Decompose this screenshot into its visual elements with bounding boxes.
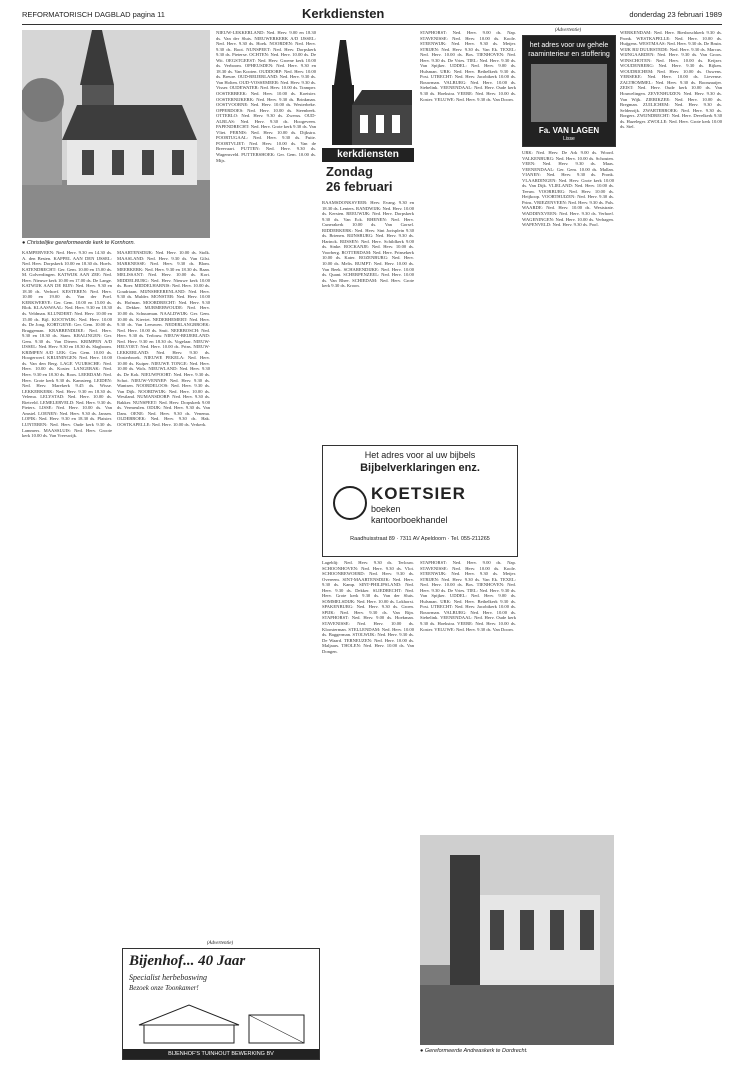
column-5 bbox=[420, 30, 516, 440]
photo-caption-dordrecht: ● Gereformeerde Andreaskerk te Dordrecht. bbox=[420, 1048, 528, 1054]
kerkdiensten-banner: kerkdiensten bbox=[322, 148, 414, 162]
ad-koetsier-address: Raadhuisstraat 89 · 7311 AV Apeldoorn · Tel. 055-211265 bbox=[350, 536, 490, 542]
zondag-label: Zondag bbox=[326, 164, 373, 179]
column-text: Lageblij: Ned. Herv. 9.30 ds. Terlouw. SCHOONHOVEN: Ned. Herv. 9.30 ds. Vlot. SCHOONREWOERD: Ned. Herv. 9.30 ds. Overeem. SINT-MAARTENSDIJK: Ned. Herv. 9.30 ds. Kamp. SINT-PHILIPSLAND: Ned. Herv. 9.30 ds. Dekker. SLIEDRECHT: Ned. Herv. Grote kerk 9.30 ds. Van der Sluis. SOMMELSDIJK: Ned. Herv. 10.00 ds. Lokhorst. SPAKENBURG: Ned. Herv. 9.30 ds. Groen. SPIJK: Ned. Herv. 9.30 ds. Van Rijn. STAPHORST: Ned. Herv. 9.00 ds. Hoekman. STAVENISSE: Ned. Herv. 10.00 ds. Kloosterman. STELLENDAM: Ned. Herv. 10.00 ds. Baggerman. STOLWIJK: Ned. Herv. 9.30 ds. De Waard. TERNEUZEN: Ned. Herv. 10.00 ds. Maljaars. THOLEN: Ned. Herv. 10.00 ds. Van Dongen. bbox=[322, 560, 414, 654]
ad-koetsier bbox=[322, 445, 518, 557]
column-text: RAAMSDONKSVEER: Herv. Evang. 9.30 en 18.30 ds. Lenters. RANDWIJK: Ned. Herv. 10.00 ds. Kersten. REEUWIJK: Ned. Herv. Dorpskerk 9.30 ds. Van Eck. RHENEN: Ned. Herv. Cunerakerk 10.00 ds. Van Gorsel. RIDDERKERK: Ned. Herv. Sint Jorisplein 9.30 ds. Brienen. RIJNSBURG: Ned. Herv. 9.30 ds. Harinck. RIJSSEN: Ned. Herv. Schildkerk 9.00 ds. Sinke. ROCKANJE: Ned. Herv. 10.00 ds. Voorberg. ROTTERDAM: Ned. Herv. Prinsekerk 10.00 ds. Kater. ROZENBURG: Ned. Herv. 10.00 ds. Melis. RUMPT: Ned. Herv. 10.00 ds. Van Beek. SCHARENDIJKE: Ned. Herv. 10.00 ds. Quant. SCHERPENZEEL: Ned. Herv. 10.00 ds. Van Rhee. SCHIEDAM: Ned. Herv. Grote kerk 9.30 ds. Kroon. bbox=[322, 200, 414, 289]
ad-bijenhof bbox=[122, 948, 320, 1060]
photo-caption-kornhorn: ● Christelijke gereformeerde kerk te Kornhorn. bbox=[22, 240, 136, 246]
ad-koetsier-line1: Het adres voor al uw bijbels bbox=[364, 450, 476, 460]
page-header bbox=[22, 4, 722, 25]
column-text: KAMPERVEEN: Ned. Herv. 9.30 en 14.30 ds. A. den Besten. KAPPEL AAN DEN IJSSEL: Ned. Herv. Dorpskerk 10.00 en 18.30 ds. Hoefs. KATENDRECHT: Ger. Gem. 10.00 en 15.00 ds. M. Golverdingen. KATWIJK AAN ZEE: Ned. Herv. Nieuwe kerk 10.00 en 17.00 ds. De Lange. KATWIJK AAN DE RIJN: Ned. Herv. 9.30 en 18.30 ds. Verhoef. KESTEREN: Ned. Herv. 10.00 en 19.00 ds. Van der Poel. KERKWERVE: Ger. Gem. 10.00 en 15.00 ds. Blok. KLAASWAAL: Ned. Herv. 9.30 en 18.30 ds. Veldman. KLUNDERT: Ned. Herv. 10.00 en 15.00 ds. Bijl. KOOTWIJK: Ned. Herv. 10.00 ds. De Jong. KORTGENE: Ger. Gem. 10.00 ds. Bruggeman. KRABBENDIJKE: Ned. Herv. 9.30 en 18.30 ds. Stam. KRALINGEN: Ger. Gem. 9.30 ds. Van Dieren. KRIMPEN A/D IJSSEL: Ned. Herv. 9.30 en 18.30 ds. Slagboom. KRIMPEN A/D LEK: Ger. Gem. 10.00 ds. Hoogerwerf. KRUININGEN: Ned. Herv. 10.00 ds. Van den Berg. LAGE VUURSCHE: Ned. Herv. 10.00 ds. Koster. LANGERAK: Ned. Herv. 9.30 en 18.30 ds. Roos. LEERDAM: Ned. Herv. Grote kerk 9.30 ds. Kamsteeg. LEIDEN: Ned. Herv. Marekerk 9.45 ds. Wisse. LEKKERKERK: Ned. Herv. 9.30 en 18.30 ds. Velema. LELYSTAD: Ned. Herv. 10.00 ds. Rietveld. LEMELERVELD: Ned. Herv. 9.30 ds. Pieters. LISSE: Ned. Herv. 10.00 ds. Van Amstel. LOENEN: Ned. Herv. 9.30 ds. Jansen. LOPIK: Ned. Herv. 9.30 en 18.30 ds. Plaisier. LUNTEREN: Ned. Herv. Oude kerk 9.30 ds. Lammers. MAASSLUIS: Ned. Herv. Groote kerk 10.00 ds. Van Vreeswijk. bbox=[22, 250, 112, 439]
column-text: WERKENDAM: Ned. Herv. Biesboschkerk 9.30 ds. Pronk. WESTKAPELLE: Ned. Herv. 10.00 ds. Huijgens. WESTMAAS: Ned. Herv. 9.30 ds. De Bruin. WIJK BIJ DUURSTEDE: Ned. Herv. 9.30 ds. Marcus. WIJNGAARDEN: Ned. Herv. 9.30 ds. Van Groos. WINSCHOTEN: Ned. Herv. 10.00 ds. Keijzer. WOUDENBERG: Ned. Herv. 9.30 ds. Rijken. WOUDRICHEM: Ned. Herv. 10.00 ds. Ouwens. YERSEKE: Ned. Herv. 10.00 ds. Lievense. ZALTBOMMEL: Ned. Herv. 9.30 ds. Boonzaaijer. ZEIST: Ned. Herv. Oude kerk 10.00 ds. Van Houwelingen. ZEVENHUIZEN: Ned. Herv. 9.30 ds. Van Wijk. ZIERIKZEE: Ned. Herv. 10.00 ds. Bregman. ZUILICHEM: Ned. Herv. 9.30 ds. Seldenrijk. ZWARTEBROEK: Ned. Herv. 9.30 ds. Borgers. ZWIJNDRECHT: Ned. Herv. Develkerk 9.30 ds. Hazeleger. ZWOLLE: Ned. Herv. Grote kerk 10.00 ds. Stel. bbox=[620, 30, 722, 130]
ad-koetsier-sub2: kantoorboekhandel bbox=[371, 515, 448, 525]
ad-vanlagen-brand: Fa. VAN LAGEN bbox=[538, 126, 600, 135]
ad-vanlagen-line1: het adres voor uw gehele bbox=[529, 42, 609, 49]
zondag-kerkdiensten-box bbox=[322, 30, 414, 195]
column-text: MAARTENSDIJK: Ned. Herv. 10.00 ds. Stolk. MAASLAND: Ned. Herv. 9.30 ds. Van Gilst. MARKNESSE: Ned. Herv. 9.30 ds. Blom. MEERKERK: Ned. Herv. 9.30 en 18.30 ds. Baan. MELISSANT: Ned. Herv. 10.00 ds. Kort. MIDDELBURG: Ned. Herv. Nieuwe kerk 10.00 ds. Boer. MIDDELHARNIS: Ned. Herv. 10.00 ds. Goudriaan. MIJNSHEERENLAND: Ned. Herv. 9.30 ds. Mulder. MONSTER: Ned. Herv. 10.00 ds. Hofman. MOORDRECHT: Ned. Herv. 9.30 ds. Dekker. MURMERWOUDE: Ned. Herv. 10.00 ds. Schuurman. NAALDWIJK: Ger. Gem. 10.00 ds. Kieviet. NEDERHEMERT: Ned. Herv. 9.30 ds. Van Leeuwen. NEDERLANGBROEK: Ned. Herv. 10.00 ds. Smit. NEERBOSCH: Ned. Herv. 9.30 ds. Terlouw. NIEUW-BEIJERLAND: Ned. Herv. 9.30 en 18.30 ds. Vogelaar. NIEUW-HELVOET: Ned. Herv. 10.00 ds. Prins. NIEUW-LEKKERLAND: Ned. Herv. 9.30 ds. Oosterbroek. NIEUWE PEKELA: Ned. Herv. 10.00 ds. Kuiper. NIEUWE TONGE: Ned. Herv. 10.00 ds. Wols. NIEUWLAND: Ned. Herv. 9.30 ds. De Kok. NIEUWPOORT: Ned. Herv. 9.30 ds. Schot. NIEUW-VENNEP: Ned. Herv. 9.30 ds. Wantsen. NOORDELOOS: Ned. Herv. 9.30 ds. Van Dijk. NOORDWIJK: Ned. Herv. 10.00 ds. Westland. NUMANSDORP: Ned. Herv. 9.30 ds. Bakker. NUNSPEET: Ned. Herv. Dorpskerk 9.00 ds. Vermeulen. ODIJK: Ned. Herv. 9.30 ds. Van Dam. OENE: Ned. Herv. 9.30 ds. Venema. OLDEBROEK: Ned. Herv. 9.30 ds. Hak. OOSTKAPELLE: Ned. Herv. 10.00 ds. Verkerk. bbox=[117, 250, 210, 427]
ad-label-bijenhof: (Advertentie) bbox=[206, 941, 234, 946]
column-7 bbox=[620, 30, 722, 1030]
ad-label-vanlagen: (Advertentie) bbox=[554, 28, 582, 33]
ad-vanlagen bbox=[522, 35, 616, 147]
ad-koetsier-brand: KOETSIER bbox=[371, 484, 466, 503]
column-text: URK: Ned. Herv. De Ark 9.00 ds. Woord. VALKENBURG: Ned. Herv. 10.00 ds. Schouten. VEEN: Ned. Herv. 9.30 ds. Maas. VEENENDAAL: Ger. Gem. 10.00 ds. Mallan. VIANEN: Ned. Herv. 9.30 ds. Pronk. VLAARDINGEN: Ned. Herv. Grote kerk 10.00 ds. Van Dijk. VLIELAND: Ned. Herv. 10.00 ds. Teeuw. VOORBURG: Ned. Herv. 10.00 ds. Heijkoop. VOORTHUIZEN: Ned. Herv. 9.30 ds. Prins. VRIEZENVEEN: Ned. Herv. 9.30 ds. Pals. WAARDE: Ned. Herv. 10.00 ds. Weststrate. WADDINXVEEN: Ned. Herv. 9.30 ds. Verhoef. WAGENINGEN: Ned. Herv. 10.00 ds. Verhagen. WAPENVELD: Ned. Herv. 9.30 ds. Pool. bbox=[522, 150, 614, 228]
church-photo-dordrecht bbox=[420, 835, 614, 1045]
column-3 bbox=[216, 30, 316, 938]
ad-vanlagen-photo bbox=[531, 64, 607, 122]
church-illustration bbox=[22, 30, 210, 238]
column-4b bbox=[322, 560, 414, 1030]
ad-koetsier-sub1: boeken bbox=[371, 504, 401, 514]
column-text: STAPHORST: Ned. Herv. 9.00 ds. Nap. STAVENISSE: Ned. Herv. 10.00 ds. Koole. STEENWIJK: Ned. Herv. 9.30 ds. Meijer. STRIJEN: Ned. Herv. 9.30 ds. Van Ek. TEXEL: Ned. Herv. 10.00 ds. Bos. TIENHOVEN: Ned. Herv. 9.30 ds. De Vries. TIEL: Ned. Herv. 9.30 ds. Van Spijker. UDDEL: Ned. Herv. 9.00 ds. Hulsman. URK: Ned. Herv. Bethelkerk 9.30 ds. Post. UTRECHT: Ned. Herv. Jacobikerk 10.00 ds. Bouwman. VALBURG: Ned. Herv. 10.00 ds. Siebelink. VEENENDAAL: Ned. Herv. Oude kerk 9.30 ds. Hoekstra. VEERE: Ned. Herv. 10.00 ds. Koster. VELUWE: Ned. Herv. 9.30 ds. Van Doorn. bbox=[420, 560, 516, 632]
koetsier-logo-icon bbox=[333, 486, 367, 520]
newspaper-page-label: REFORMATORISCH DAGBLAD pagina 11 bbox=[22, 10, 165, 19]
church-logo bbox=[322, 30, 414, 150]
column-1 bbox=[22, 250, 112, 938]
issue-date: donderdag 23 februari 1989 bbox=[629, 10, 722, 19]
zondag-date: 26 februari bbox=[326, 179, 393, 194]
ad-bijenhof-sub: Specialist herbeboswing bbox=[129, 973, 207, 982]
ad-vanlagen-line2: raaminterieur en stoffering bbox=[528, 51, 610, 58]
ad-koetsier-line2: Bijbelverklaringen enz. bbox=[360, 462, 480, 474]
ad-bijenhof-title: Bijenhof... 40 Jaar bbox=[129, 953, 246, 969]
column-6 bbox=[522, 150, 614, 938]
church-photo-kornhorn bbox=[22, 30, 210, 238]
section-title: Kerkdiensten bbox=[302, 6, 385, 21]
column-2 bbox=[117, 250, 210, 938]
column-4 bbox=[322, 200, 414, 440]
andreaskerk-illustration bbox=[420, 835, 614, 1045]
ad-bijenhof-footer: BIJENHOF'S TUINHOUT BEWERKING BV bbox=[123, 1049, 319, 1059]
ad-vanlagen-sub: Lisse bbox=[563, 136, 575, 142]
ad-bijenhof-illustration bbox=[129, 995, 313, 1045]
ad-bijenhof-tag: Bezoek onze Toonkamer! bbox=[129, 984, 199, 992]
column-text: STAPHORST: Ned. Herv. 9.00 ds. Nap. STAVENISSE: Ned. Herv. 10.00 ds. Koole. STEENWIJK: Ned. Herv. 9.30 ds. Meijer. STRIJEN: Ned. Herv. 9.30 ds. Van Ek. TEXEL: Ned. Herv. 10.00 ds. Bos. TIENHOVEN: Ned. Herv. 9.30 ds. De Vries. TIEL: Ned. Herv. 9.30 ds. Van Spijker. UDDEL: Ned. Herv. 9.00 ds. Hulsman. URK: Ned. Herv. Bethelkerk 9.30 ds. Post. UTRECHT: Ned. Herv. Jacobikerk 10.00 ds. Bouwman. VALBURG: Ned. Herv. 10.00 ds. Siebelink. VEENENDAAL: Ned. Herv. Oude kerk 9.30 ds. Hoekstra. VEERE: Ned. Herv. 10.00 ds. Koster. VELUWE: Ned. Herv. 9.30 ds. Van Doorn. bbox=[420, 30, 516, 102]
column-text: NIEUW-LEKKERLAND: Ned. Herv. 9.00 en 18.30 ds. Van der Sluis. NIEUWERKERK A/D IJSSEL: Ned. Herv. 9.30 ds. Hoek. NOORDEN: Ned. Herv. 9.30 ds. Boot. NUNSPEET: Ned. Herv. Dorpskerk 9.30 ds. Pieterse. OCHTEN: Ned. Herv. 10.00 ds. De Wit. OEGSTGEEST: Ned. Herv. Groene kerk 10.00 ds. Verboom. OPHEUSDEN: Ned. Herv. 9.30 en 18.30 ds. Van Kooten. OUDDORP: Ned. Herv. 10.00 ds. Breure. OUD-BEIJERLAND: Ned. Herv. 9.30 ds. Van Holten. OUD-VOSSEMEER: Ned. Herv. 9.30 ds. Visser. OUDEWATER: Ned. Herv. 10.00 ds. Tramper. OOSTERBEEK: Ned. Herv. 10.00 ds. Koetsier. OOSTERNIJKERK: Ned. Herv. 9.30 ds. Brinkman. OOSTVOORNE: Ned. Herv. 10.00 ds. Westerbeke. OPPERDOES: Ned. Herv. 10.00 ds. Steenbeek. OTTERLO: Ned. Herv. 9.30 ds. Zwerus. OUD-ALBLAS: Ned. Herv. 9.30 ds. Hoogeveen. PAPENDRECHT: Ned. Herv. Grote kerk 9.30 ds. Van Vliet. PERNIS: Ned. Herv. 10.00 ds. Dijkstra. POORTUGAAL: Ned. Herv. 9.30 ds. Fuite. POORTVLIET: Ned. Herv. 10.00 ds. Van de Breevaart. PUTTEN: Ned. Herv. 9.30 ds. Wagensveld. PUTTERSHOEK: Ger. Gem. 10.00 ds. Mijs. bbox=[216, 30, 316, 163]
